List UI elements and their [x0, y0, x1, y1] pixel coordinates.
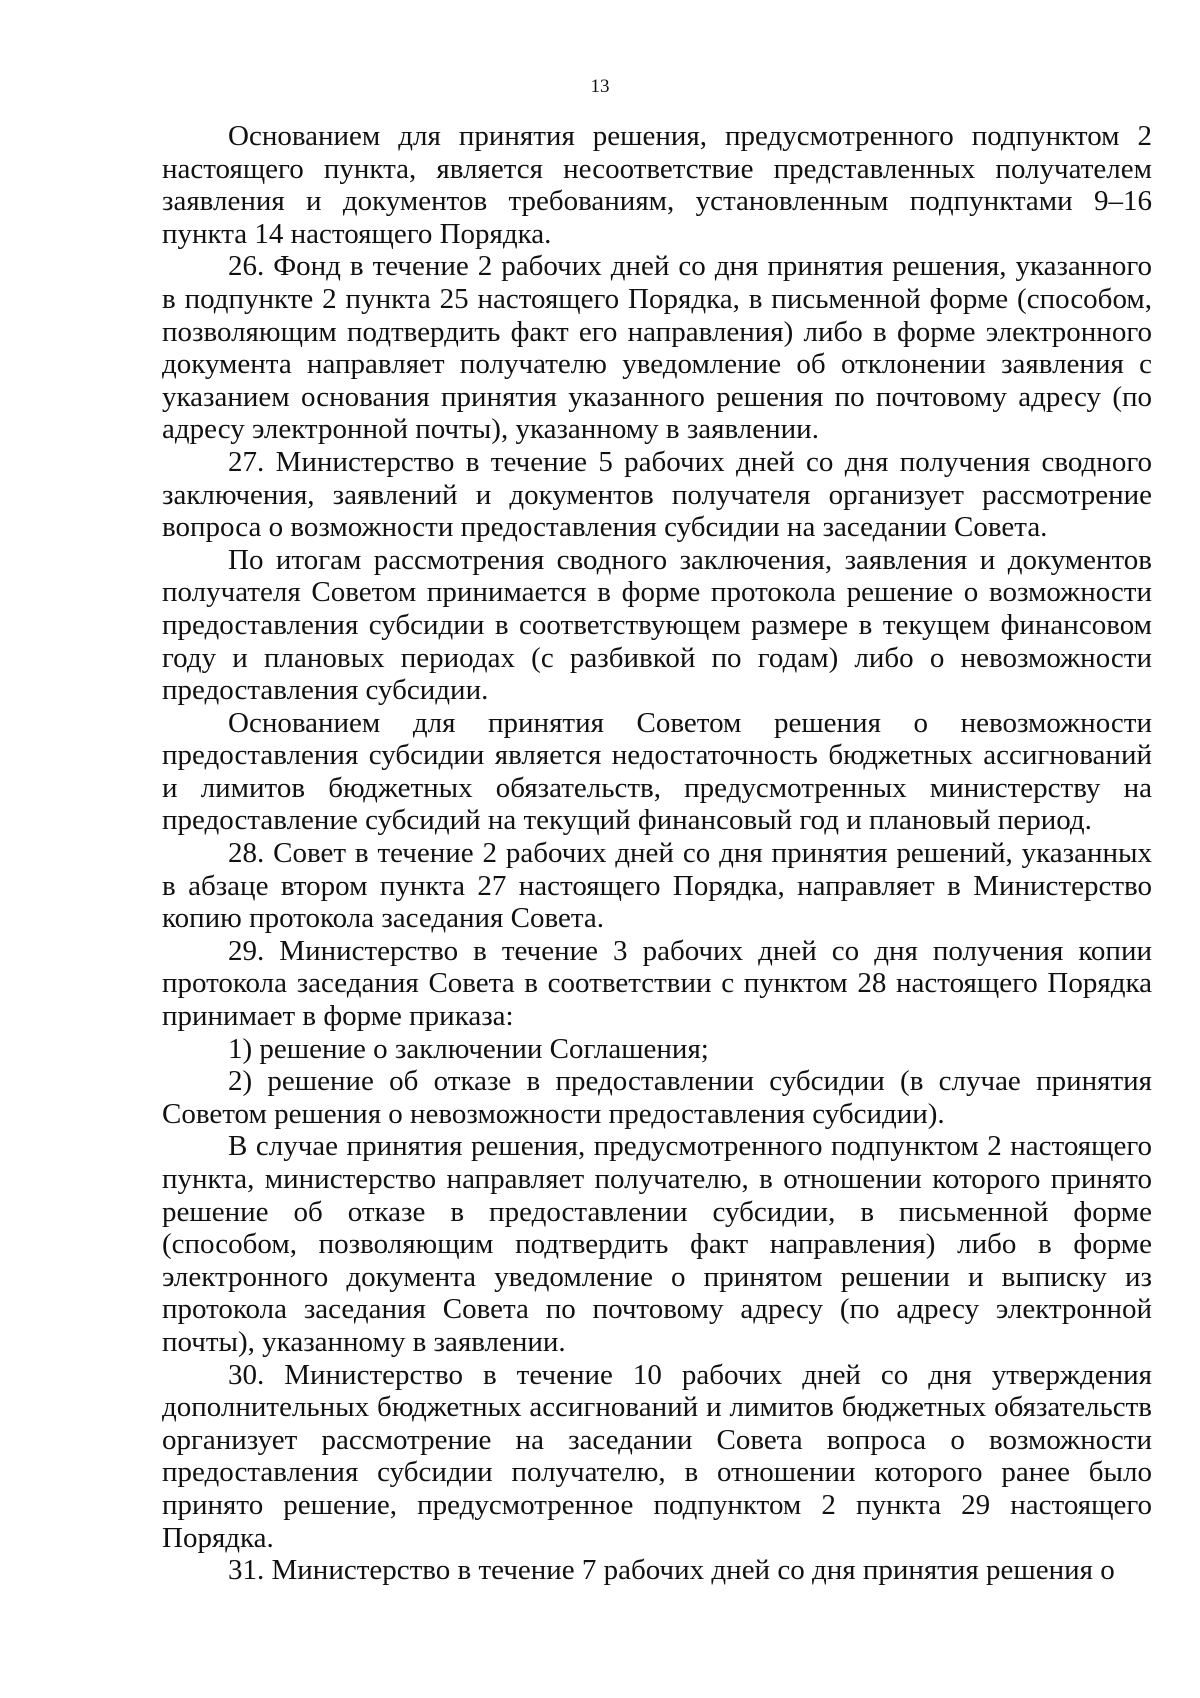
paragraph: В случае принятия решения, предусмотренного подпунктом 2 настоящего пункта, министерство направляет получателю, в отношении которого принято решение об отказе в предоставлении субсидии, в письменной форме (способом, позволяющим подтвердить факт направления) либо в форме электронного документа уведомление о принятом решении и выписку из протокола заседания Совета по почтовому адресу (по адресу электронной почты), указанному в заявлении.: [162, 1130, 1152, 1358]
paragraph-item-28: 28. Совет в течение 2 рабочих дней со дня принятия решений, указанных в абзаце втором пункта 27 настоящего Порядка, направляет в Министерство копию протокола заседания Совета.: [162, 837, 1152, 935]
page-number: 13: [590, 76, 610, 97]
paragraph-item-30: 30. Министерство в течение 10 рабочих дней со дня утверждения дополнительных бюджетных ассигнований и лимитов бюджетных обязательств организует рассмотрение на заседании Совета вопроса о возможности предоставления субсидии получателю, в отношении которого ранее было принято решение, предусмотренное подпунктом 2 пункта 29 настоящего Порядка.: [162, 1358, 1152, 1554]
document-body: [162, 120, 1152, 1587]
paragraph-item-31: 31. Министерство в течение 7 рабочих дней со дня принятия решения о: [228, 1554, 1115, 1587]
paragraph: По итогам рассмотрения сводного заключения, заявления и документов получателя Советом принимается в форме протокола решение о возможности предоставления субсидии в соответствующем размере в текущем финансовом году и плановых периодах (с разбивкой по годам) либо о невозможности предоставления субсидии.: [162, 543, 1152, 707]
paragraph-item-26: 26. Фонд в течение 2 рабочих дней со дня принятия решения, указанного в подпункте 2 пункта 25 настоящего Порядка, в письменной форме (способом, позволяющим подтвердить факт его направления) либо в форме электронного документа направляет получателю уведомление об отклонении заявления с указанием основания принятия указанного решения по почтовому адресу (по адресу электронной почты), указанному в заявлении.: [162, 250, 1152, 446]
paragraph-item-27: 27. Министерство в течение 5 рабочих дней со дня получения сводного заключения, заявлений и документов получателя организует рассмотрение вопроса о возможности предоставления субсидии на заседании Совета.: [162, 445, 1152, 544]
list-item: 1) решение о заключении Соглашения;: [228, 1032, 709, 1065]
paragraph: Основанием для принятия решения, предусмотренного подпунктом 2 настоящего пункта, является несоответствие представленных получателем заявления и документов требованиям, установленным подпунктами 9–16 пункта 14 настоящего Порядка.: [162, 120, 1152, 250]
paragraph-item-29: 29. Министерство в течение 3 рабочих дней со дня получения копии протокола заседания Совета в соответствии с пунктом 28 настоящего Порядка принимает в форме приказа:: [162, 934, 1152, 1033]
list-item: 2) решение об отказе в предоставлении субсидии (в случае принятия Советом решения о невозможности предоставления субсидии).: [162, 1065, 1152, 1130]
paragraph: Основанием для принятия Советом решения о невозможности предоставления субсидии является недостаточность бюджетных ассигнований и лимитов бюджетных обязательств, предусмотренных министерству на предоставление субсидий на текущий финансовый год и плановый период.: [162, 706, 1152, 837]
